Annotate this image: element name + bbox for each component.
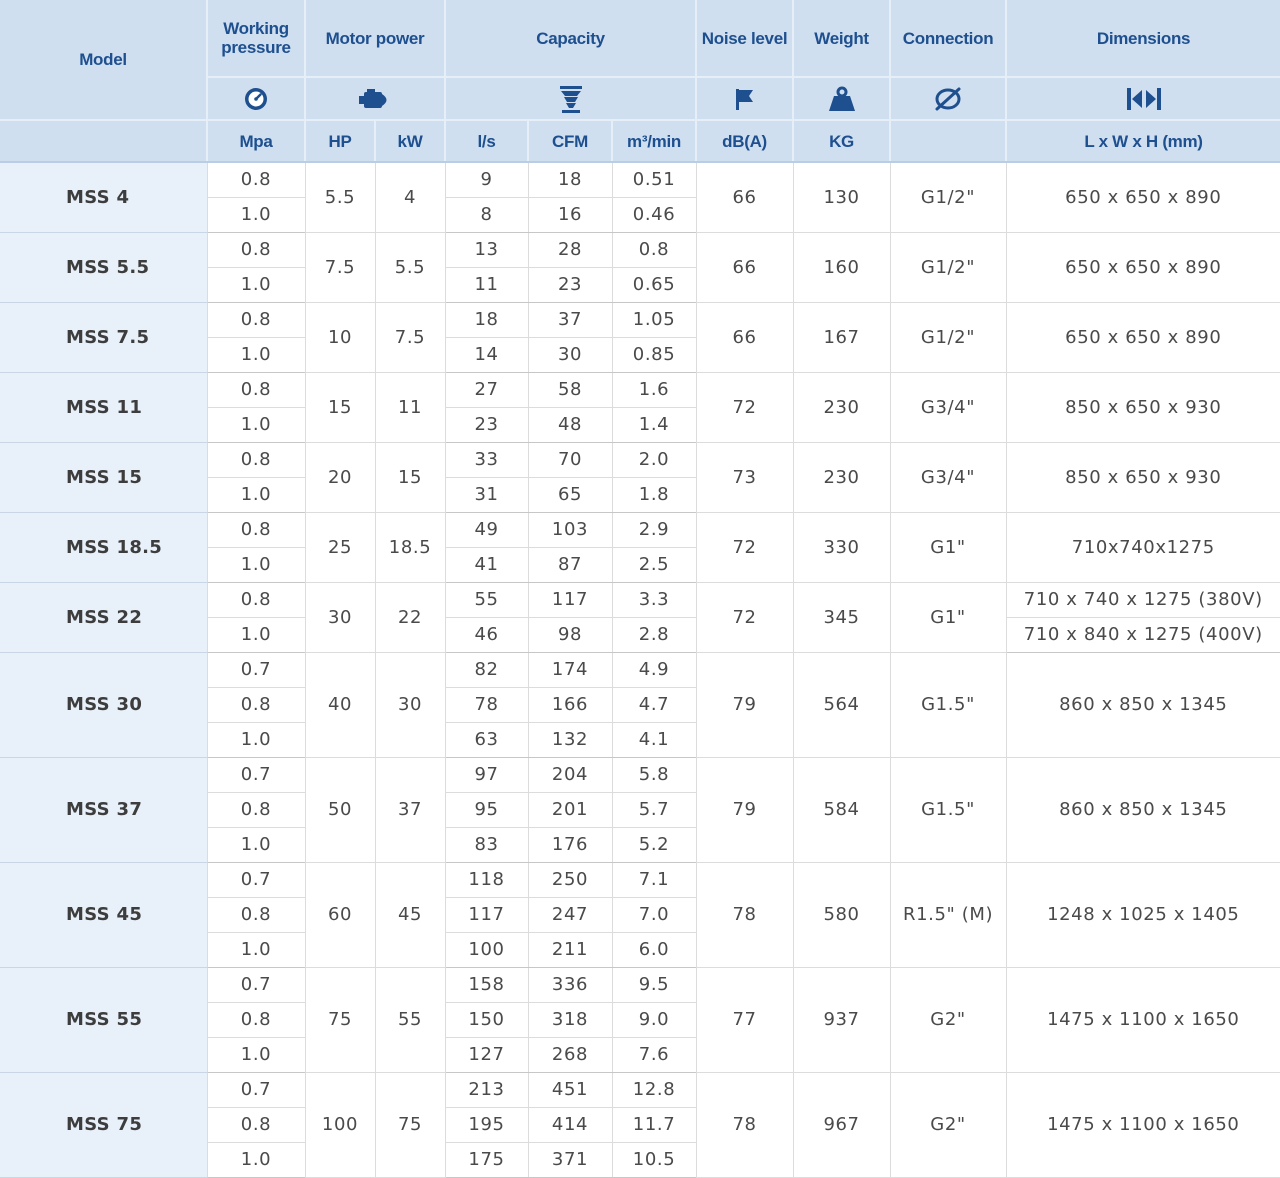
noise-cell: 66 [696,232,793,302]
connection-cell: G1.5" [890,652,1006,757]
header-unit-row [0,120,1280,162]
noise-cell: 77 [696,967,793,1072]
motor-power-header: Motor power [305,0,445,77]
m3min-cell: 2.8 [612,617,696,652]
ls-cell: 150 [445,1002,528,1037]
unit-dimensions: L x W x H (mm) [1006,120,1280,162]
model-cell: MSS 22 [0,582,207,652]
pressure-cell: 1.0 [207,827,305,862]
pressure-cell: 0.8 [207,1002,305,1037]
weight-cell: 330 [793,512,890,582]
cfm-cell: 70 [528,442,612,477]
pressure-cell: 0.7 [207,862,305,897]
pressure-cell: 1.0 [207,617,305,652]
working-pressure-header: Working pressure [207,0,305,77]
pressure-cell: 1.0 [207,932,305,967]
m3min-cell: 0.51 [612,162,696,197]
cfm-cell: 336 [528,967,612,1002]
pressure-cell: 0.8 [207,582,305,617]
m3min-cell: 2.5 [612,547,696,582]
hp-cell: 100 [305,1072,375,1177]
table-row [0,442,1280,477]
cfm-cell: 211 [528,932,612,967]
model-cell: MSS 18.5 [0,512,207,582]
m3min-cell: 11.7 [612,1107,696,1142]
m3min-cell: 0.8 [612,232,696,267]
unit-kw: kW [375,120,445,162]
ls-cell: 23 [445,407,528,442]
cfm-cell: 103 [528,512,612,547]
weight-cell: 130 [793,162,890,232]
table-row [0,582,1280,617]
hp-cell: 30 [305,582,375,652]
table-row [0,757,1280,792]
cfm-cell: 451 [528,1072,612,1107]
noise-cell: 72 [696,512,793,582]
m3min-cell: 7.1 [612,862,696,897]
pressure-cell: 0.8 [207,512,305,547]
m3min-cell: 3.3 [612,582,696,617]
hp-cell: 10 [305,302,375,372]
noise-cell: 79 [696,757,793,862]
cfm-cell: 201 [528,792,612,827]
connection-cell: G1/2" [890,302,1006,372]
noise-cell: 79 [696,652,793,757]
noise-level-header: Noise level [696,0,793,77]
dimensions-cell: 860 x 850 x 1345 [1006,652,1280,757]
table-row [0,232,1280,267]
m3min-cell: 4.1 [612,722,696,757]
m3min-cell: 1.8 [612,477,696,512]
ls-cell: 31 [445,477,528,512]
ls-cell: 14 [445,337,528,372]
pressure-cell: 0.8 [207,162,305,197]
pressure-cell: 0.7 [207,652,305,687]
m3min-cell: 9.5 [612,967,696,1002]
unit-connection [890,120,1006,162]
connection-cell: G3/4" [890,372,1006,442]
hp-cell: 15 [305,372,375,442]
pressure-cell: 1.0 [207,722,305,757]
noise-cell: 73 [696,442,793,512]
width-arrows-icon [1006,77,1280,120]
ls-cell: 11 [445,267,528,302]
cfm-cell: 30 [528,337,612,372]
model-unit-blank [0,120,207,162]
m3min-cell: 6.0 [612,932,696,967]
table-row [0,652,1280,687]
noise-cell: 78 [696,1072,793,1177]
table-row [0,862,1280,897]
ls-cell: 27 [445,372,528,407]
m3min-cell: 5.2 [612,827,696,862]
noise-cell: 72 [696,372,793,442]
weight-cell: 230 [793,442,890,512]
ls-cell: 97 [445,757,528,792]
kw-cell: 5.5 [375,232,445,302]
cfm-cell: 166 [528,687,612,722]
pressure-cell: 1.0 [207,1037,305,1072]
hp-cell: 7.5 [305,232,375,302]
weight-icon [793,77,890,120]
model-cell: MSS 30 [0,652,207,757]
cfm-cell: 247 [528,897,612,932]
ls-cell: 8 [445,197,528,232]
weight-cell: 160 [793,232,890,302]
kw-cell: 7.5 [375,302,445,372]
connection-cell: G1" [890,512,1006,582]
noise-cell: 72 [696,582,793,652]
ls-cell: 9 [445,162,528,197]
table-row [0,372,1280,407]
dimensions-cell: 1475 x 1100 x 1650 [1006,967,1280,1072]
pressure-cell: 0.8 [207,302,305,337]
dimensions-cell: 850 x 650 x 930 [1006,442,1280,512]
table-row [0,302,1280,337]
connection-cell: G1" [890,582,1006,652]
m3min-cell: 4.9 [612,652,696,687]
pressure-cell: 0.8 [207,792,305,827]
pressure-cell: 0.8 [207,897,305,932]
connection-header: Connection [890,0,1006,77]
cfm-cell: 414 [528,1107,612,1142]
unit-pressure: Mpa [207,120,305,162]
weight-cell: 230 [793,372,890,442]
ls-cell: 100 [445,932,528,967]
kw-cell: 4 [375,162,445,232]
cfm-cell: 58 [528,372,612,407]
m3min-cell: 7.0 [612,897,696,932]
cfm-cell: 318 [528,1002,612,1037]
kw-cell: 45 [375,862,445,967]
connection-cell: G1.5" [890,757,1006,862]
model-cell: MSS 55 [0,967,207,1072]
model-cell: MSS 11 [0,372,207,442]
weight-cell: 967 [793,1072,890,1177]
kw-cell: 18.5 [375,512,445,582]
noise-cell: 78 [696,862,793,967]
cfm-cell: 117 [528,582,612,617]
cfm-cell: 18 [528,162,612,197]
cfm-cell: 16 [528,197,612,232]
cfm-cell: 176 [528,827,612,862]
cfm-cell: 23 [528,267,612,302]
pressure-cell: 1.0 [207,197,305,232]
m3min-cell: 9.0 [612,1002,696,1037]
header-title-row [0,0,1280,77]
m3min-cell: 1.4 [612,407,696,442]
cfm-cell: 174 [528,652,612,687]
hp-cell: 50 [305,757,375,862]
pressure-cell: 0.8 [207,1107,305,1142]
hp-cell: 5.5 [305,162,375,232]
pressure-cell: 1.0 [207,1142,305,1177]
ls-cell: 213 [445,1072,528,1107]
cfm-cell: 37 [528,302,612,337]
table-row [0,512,1280,547]
ls-cell: 78 [445,687,528,722]
m3min-cell: 2.0 [612,442,696,477]
m3min-cell: 1.6 [612,372,696,407]
pressure-cell: 1.0 [207,477,305,512]
model-cell: MSS 4 [0,162,207,232]
unit-noise: dB(A) [696,120,793,162]
kw-cell: 15 [375,442,445,512]
m3min-cell: 4.7 [612,687,696,722]
m3min-cell: 5.8 [612,757,696,792]
m3min-cell: 12.8 [612,1072,696,1107]
cfm-cell: 371 [528,1142,612,1177]
unit-cfm: CFM [528,120,612,162]
weight-cell: 937 [793,967,890,1072]
dimensions-cell: 650 x 650 x 890 [1006,302,1280,372]
pressure-cell: 1.0 [207,337,305,372]
m3min-cell: 0.85 [612,337,696,372]
weight-cell: 564 [793,652,890,757]
compressor-capacity-icon [445,77,696,120]
dimensions-cell: 650 x 650 x 890 [1006,232,1280,302]
flag-icon [696,77,793,120]
cfm-cell: 204 [528,757,612,792]
ls-cell: 158 [445,967,528,1002]
connection-cell: G2" [890,1072,1006,1177]
connection-cell: G3/4" [890,442,1006,512]
pressure-cell: 0.8 [207,687,305,722]
table-row [0,1072,1280,1107]
kw-cell: 22 [375,582,445,652]
kw-cell: 37 [375,757,445,862]
model-header: Model [0,0,207,120]
ls-cell: 127 [445,1037,528,1072]
dimensions-cell: 650 x 650 x 890 [1006,162,1280,232]
spec-table-body [0,162,1280,1177]
unit-weight: KG [793,120,890,162]
ls-cell: 95 [445,792,528,827]
cfm-cell: 65 [528,477,612,512]
weight-cell: 580 [793,862,890,967]
pressure-cell: 0.8 [207,372,305,407]
cfm-cell: 28 [528,232,612,267]
cfm-cell: 87 [528,547,612,582]
connection-cell: G2" [890,967,1006,1072]
pressure-cell: 0.7 [207,967,305,1002]
pressure-cell: 0.7 [207,757,305,792]
ls-cell: 33 [445,442,528,477]
hp-cell: 40 [305,652,375,757]
ls-cell: 82 [445,652,528,687]
ls-cell: 63 [445,722,528,757]
gauge-icon [207,77,305,120]
m3min-cell: 5.7 [612,792,696,827]
ls-cell: 83 [445,827,528,862]
dimensions-header: Dimensions [1006,0,1280,77]
cfm-cell: 250 [528,862,612,897]
weight-cell: 167 [793,302,890,372]
cfm-cell: 98 [528,617,612,652]
table-row [0,967,1280,1002]
pressure-cell: 0.8 [207,232,305,267]
ls-cell: 175 [445,1142,528,1177]
dimensions-cell: 710 x 840 x 1275 (400V) [1006,617,1280,652]
connection-cell: G1/2" [890,232,1006,302]
model-cell: MSS 7.5 [0,302,207,372]
connection-cell: G1/2" [890,162,1006,232]
unit-hp: HP [305,120,375,162]
hp-cell: 75 [305,967,375,1072]
diameter-icon [890,77,1006,120]
pressure-cell: 1.0 [207,407,305,442]
ls-cell: 49 [445,512,528,547]
cfm-cell: 132 [528,722,612,757]
weight-header: Weight [793,0,890,77]
table-row [0,162,1280,197]
m3min-cell: 2.9 [612,512,696,547]
hp-cell: 25 [305,512,375,582]
weight-cell: 345 [793,582,890,652]
ls-cell: 13 [445,232,528,267]
noise-cell: 66 [696,302,793,372]
cfm-cell: 48 [528,407,612,442]
hp-cell: 60 [305,862,375,967]
m3min-cell: 0.46 [612,197,696,232]
pressure-cell: 0.7 [207,1072,305,1107]
capacity-header: Capacity [445,0,696,77]
m3min-cell: 0.65 [612,267,696,302]
dimensions-cell: 1475 x 1100 x 1650 [1006,1072,1280,1177]
model-cell: MSS 45 [0,862,207,967]
ls-cell: 118 [445,862,528,897]
hp-cell: 20 [305,442,375,512]
dimensions-cell: 850 x 650 x 930 [1006,372,1280,442]
cfm-cell: 268 [528,1037,612,1072]
ls-cell: 117 [445,897,528,932]
pressure-cell: 0.8 [207,442,305,477]
m3min-cell: 7.6 [612,1037,696,1072]
m3min-cell: 10.5 [612,1142,696,1177]
model-cell: MSS 37 [0,757,207,862]
ls-cell: 18 [445,302,528,337]
ls-cell: 55 [445,582,528,617]
pressure-cell: 1.0 [207,267,305,302]
unit-m3min: m³/min [612,120,696,162]
kw-cell: 55 [375,967,445,1072]
model-cell: MSS 15 [0,442,207,512]
model-cell: MSS 5.5 [0,232,207,302]
model-cell: MSS 75 [0,1072,207,1177]
dimensions-cell: 710x740x1275 [1006,512,1280,582]
pressure-cell: 1.0 [207,547,305,582]
dimensions-cell: 710 x 740 x 1275 (380V) [1006,582,1280,617]
dimensions-cell: 860 x 850 x 1345 [1006,757,1280,862]
ls-cell: 41 [445,547,528,582]
ls-cell: 46 [445,617,528,652]
dimensions-cell: 1248 x 1025 x 1405 [1006,862,1280,967]
motor-icon [305,77,445,120]
weight-cell: 584 [793,757,890,862]
kw-cell: 75 [375,1072,445,1177]
kw-cell: 11 [375,372,445,442]
connection-cell: R1.5" (M) [890,862,1006,967]
kw-cell: 30 [375,652,445,757]
ls-cell: 195 [445,1107,528,1142]
unit-ls: l/s [445,120,528,162]
m3min-cell: 1.05 [612,302,696,337]
noise-cell: 66 [696,162,793,232]
